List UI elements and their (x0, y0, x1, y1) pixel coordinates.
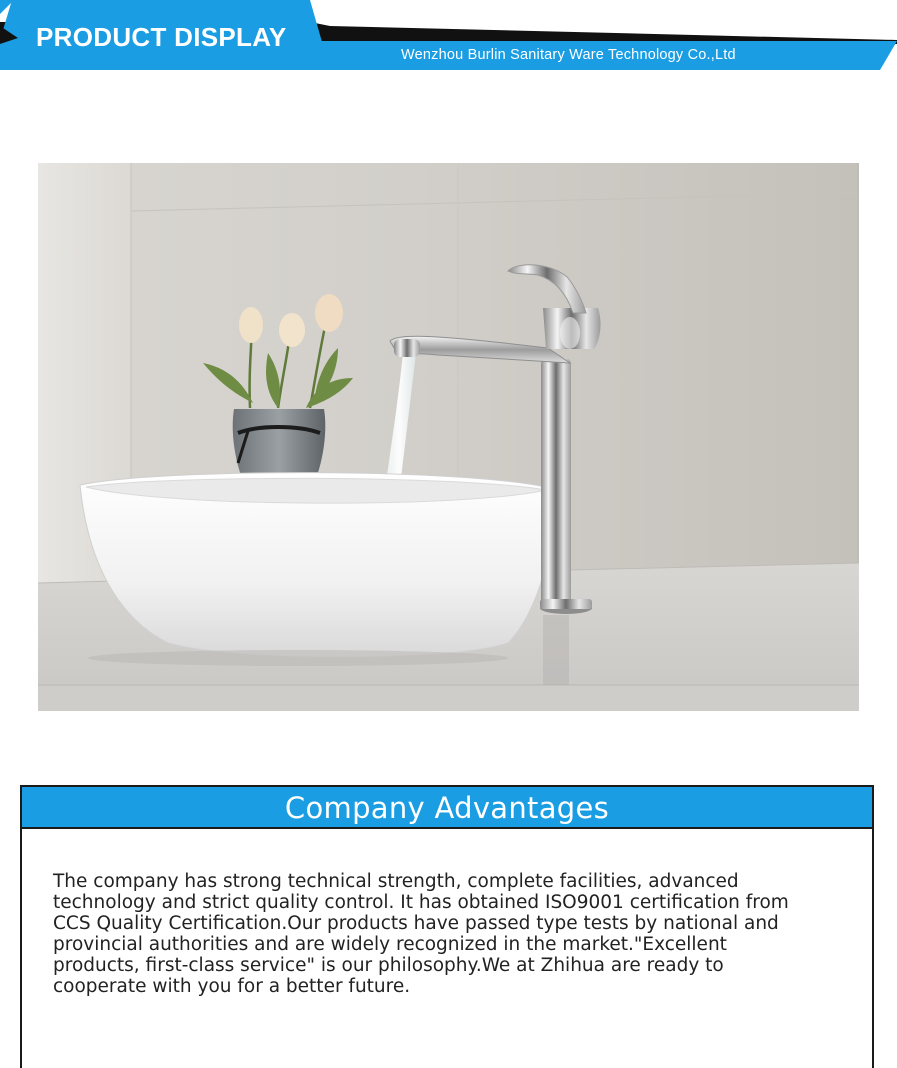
header-banner (0, 0, 897, 72)
text-line: CCS Quality Certification.Our products have passed type tests by national and (53, 913, 779, 934)
advantages-text (53, 871, 853, 997)
text-line: products, first-class service" is our philosophy.We at Zhihua are ready to (53, 955, 724, 976)
page-title: PRODUCT DISPLAY (36, 22, 287, 52)
company-advantages-section (20, 785, 874, 1068)
text-line: The company has strong technical strength, complete facilities, advanced (53, 871, 739, 892)
text-line: provincial authorities and are widely recognized in the market."Excellent (53, 934, 727, 955)
text-line: technology and strict quality control. It has obtained ISO9001 certification from (53, 892, 789, 913)
product-photo (38, 163, 859, 711)
company-name: Wenzhou Burlin Sanitary Ware Technology Co.,Ltd (401, 47, 736, 63)
section-heading: Company Advantages (22, 787, 872, 829)
text-line: cooperate with you for a better future. (53, 976, 411, 997)
